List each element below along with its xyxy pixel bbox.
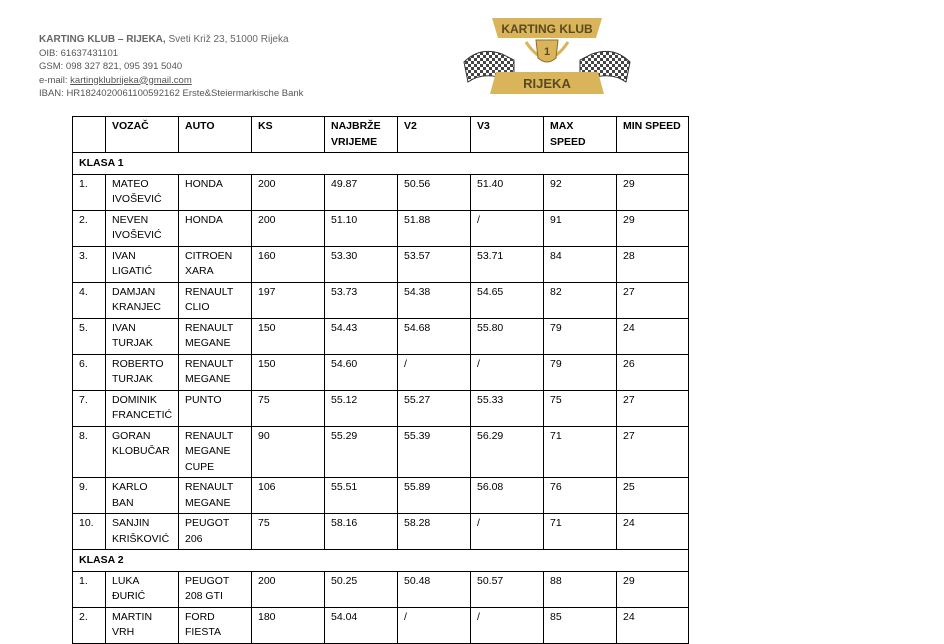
cell-index: 1.	[73, 174, 106, 210]
cell-best-time: 55.29	[325, 426, 398, 478]
table-row	[73, 174, 689, 210]
table-row	[73, 514, 689, 550]
cell-v3: /	[471, 354, 544, 390]
cell-driver: NEVEN IVOŠEVIĆ	[106, 210, 179, 246]
cell-v3: 54.65	[471, 282, 544, 318]
cell-index: 8.	[73, 426, 106, 478]
cell-car: RENAULT MEGANE	[179, 318, 252, 354]
cell-index: 5.	[73, 318, 106, 354]
cell-car: PUNTO	[179, 390, 252, 426]
cell-v3: /	[471, 514, 544, 550]
cell-best-time: 54.04	[325, 607, 398, 643]
table-row	[73, 246, 689, 282]
email-label: e-mail:	[39, 74, 71, 86]
cell-v2: /	[398, 354, 471, 390]
cell-v3: 55.33	[471, 390, 544, 426]
cell-max-speed: 88	[544, 571, 617, 607]
class-row	[73, 153, 689, 175]
cell-max-speed: 92	[544, 174, 617, 210]
cell-driver: LUKA ĐURIĆ	[106, 571, 179, 607]
cell-max-speed: 79	[544, 318, 617, 354]
cell-min-speed: 29	[617, 210, 689, 246]
cell-max-speed: 82	[544, 282, 617, 318]
cell-car: PEUGOT 208 GTI	[179, 571, 252, 607]
cell-best-time: 50.25	[325, 571, 398, 607]
cell-v3: /	[471, 210, 544, 246]
cell-max-speed: 84	[544, 246, 617, 282]
club-header	[39, 33, 303, 101]
cell-hp: 150	[252, 318, 325, 354]
table-header	[73, 117, 689, 153]
cell-car: RENAULT MEGANE	[179, 478, 252, 514]
cell-v2: 55.39	[398, 426, 471, 478]
cell-index: 1.	[73, 571, 106, 607]
cell-hp: 180	[252, 607, 325, 643]
table-row	[73, 390, 689, 426]
cell-v3: 53.71	[471, 246, 544, 282]
cell-driver: MATEO IVOŠEVIĆ	[106, 174, 179, 210]
email-link[interactable]: kartingklubrijeka@gmail.com	[70, 74, 192, 86]
cell-car: HONDA	[179, 210, 252, 246]
cell-min-speed: 26	[617, 354, 689, 390]
cell-best-time: 55.51	[325, 478, 398, 514]
cell-max-speed: 79	[544, 354, 617, 390]
cell-hp: 200	[252, 571, 325, 607]
table-body	[73, 153, 689, 644]
cell-hp: 90	[252, 426, 325, 478]
cell-max-speed: 71	[544, 426, 617, 478]
cell-hp: 200	[252, 210, 325, 246]
cell-v3: 56.08	[471, 478, 544, 514]
cell-min-speed: 27	[617, 282, 689, 318]
cell-hp: 200	[252, 174, 325, 210]
cell-best-time: 49.87	[325, 174, 398, 210]
cell-index: 9.	[73, 478, 106, 514]
cell-max-speed: 85	[544, 607, 617, 643]
class-title: KLASA 2	[73, 550, 689, 572]
cell-driver: IVAN TURJAK	[106, 318, 179, 354]
trophy-number: 1	[543, 46, 551, 58]
cell-hp: 75	[252, 514, 325, 550]
cell-hp: 197	[252, 282, 325, 318]
club-oib: OIB: 61637431101	[39, 47, 119, 59]
logo-top-text: KARTING KLUB	[501, 22, 593, 36]
cell-best-time: 55.12	[325, 390, 398, 426]
cell-driver: KARLO BAN	[106, 478, 179, 514]
cell-min-speed: 25	[617, 478, 689, 514]
cell-driver: ROBERTO TURJAK	[106, 354, 179, 390]
cell-index: 10.	[73, 514, 106, 550]
cell-best-time: 53.73	[325, 282, 398, 318]
cell-car: PEUGOT 206	[179, 514, 252, 550]
club-name: KARTING KLUB – RIJEKA,	[39, 34, 166, 45]
cell-car: RENAULT MEGANE	[179, 354, 252, 390]
header-cell-car: AUTO	[179, 117, 252, 153]
club-line	[39, 33, 303, 47]
cell-car: RENAULT MEGANE CUPE	[179, 426, 252, 478]
cell-min-speed: 27	[617, 390, 689, 426]
cell-driver: MARTIN VRH	[106, 607, 179, 643]
cell-max-speed: 71	[544, 514, 617, 550]
cell-best-time: 58.16	[325, 514, 398, 550]
header-cell-max-speed: MAX SPEED	[544, 117, 617, 153]
table-row	[73, 426, 689, 478]
cell-driver: IVAN LIGATIĆ	[106, 246, 179, 282]
cell-driver: GORAN KLOBUČAR	[106, 426, 179, 478]
cell-v2: 58.28	[398, 514, 471, 550]
cell-driver: DAMJAN KRANJEC	[106, 282, 179, 318]
cell-min-speed: 24	[617, 607, 689, 643]
cell-index: 6.	[73, 354, 106, 390]
cell-index: 3.	[73, 246, 106, 282]
table-row	[73, 571, 689, 607]
cell-v2: /	[398, 607, 471, 643]
cell-driver: DOMINIK FRANCETIĆ	[106, 390, 179, 426]
cell-driver: SANJIN KRIŠKOVIĆ	[106, 514, 179, 550]
cell-min-speed: 29	[617, 174, 689, 210]
cell-best-time: 54.60	[325, 354, 398, 390]
club-email-line	[39, 74, 303, 88]
cell-v3: 55.80	[471, 318, 544, 354]
header-cell-index	[73, 117, 106, 153]
cell-car: RENAULT CLIO	[179, 282, 252, 318]
cell-car: HONDA	[179, 174, 252, 210]
cell-car: CITROEN XARA	[179, 246, 252, 282]
cell-v3: /	[471, 607, 544, 643]
cell-min-speed: 27	[617, 426, 689, 478]
cell-min-speed: 28	[617, 246, 689, 282]
cell-v2: 55.27	[398, 390, 471, 426]
results-table	[72, 116, 689, 644]
cell-best-time: 53.30	[325, 246, 398, 282]
cell-min-speed: 24	[617, 514, 689, 550]
karting-klub-logo	[462, 10, 632, 102]
cell-min-speed: 29	[617, 571, 689, 607]
cell-hp: 75	[252, 390, 325, 426]
cell-car: FORD FIESTA	[179, 607, 252, 643]
table-row	[73, 282, 689, 318]
cell-v3: 56.29	[471, 426, 544, 478]
cell-index: 2.	[73, 210, 106, 246]
header-cell-driver: VOZAČ	[106, 117, 179, 153]
header-cell-best-time: NAJBRŽE VRIJEME	[325, 117, 398, 153]
cell-v3: 50.57	[471, 571, 544, 607]
cell-hp: 150	[252, 354, 325, 390]
table-row	[73, 318, 689, 354]
cell-max-speed: 75	[544, 390, 617, 426]
cell-v3: 51.40	[471, 174, 544, 210]
header-cell-v3: V3	[471, 117, 544, 153]
table-row	[73, 478, 689, 514]
cell-max-speed: 76	[544, 478, 617, 514]
header-cell-min-speed: MIN SPEED	[617, 117, 689, 153]
cell-v2: 54.38	[398, 282, 471, 318]
cell-v2: 50.56	[398, 174, 471, 210]
club-address: Sveti Križ 23, 51000 Rijeka	[168, 34, 289, 45]
cell-hp: 160	[252, 246, 325, 282]
table-row	[73, 210, 689, 246]
cell-index: 7.	[73, 390, 106, 426]
cell-hp: 106	[252, 478, 325, 514]
cell-v2: 55.89	[398, 478, 471, 514]
cell-v2: 50.48	[398, 571, 471, 607]
table-row	[73, 354, 689, 390]
header-cell-v2: V2	[398, 117, 471, 153]
cell-v2: 51.88	[398, 210, 471, 246]
club-gsm: GSM: 098 327 821, 095 391 5040	[39, 61, 183, 72]
cell-best-time: 54.43	[325, 318, 398, 354]
cell-max-speed: 91	[544, 210, 617, 246]
logo-bottom-text: RIJEKA	[523, 76, 571, 91]
cell-best-time: 51.10	[325, 210, 398, 246]
table-row	[73, 607, 689, 643]
class-title: KLASA 1	[73, 153, 689, 175]
cell-min-speed: 24	[617, 318, 689, 354]
club-iban: IBAN: HR1824020061100592162 Erste&Steiermarkische Bank	[39, 88, 304, 99]
cell-v2: 53.57	[398, 246, 471, 282]
class-row	[73, 550, 689, 572]
cell-v2: 54.68	[398, 318, 471, 354]
cell-index: 2.	[73, 607, 106, 643]
header-cell-hp: KS	[252, 117, 325, 153]
cell-index: 4.	[73, 282, 106, 318]
